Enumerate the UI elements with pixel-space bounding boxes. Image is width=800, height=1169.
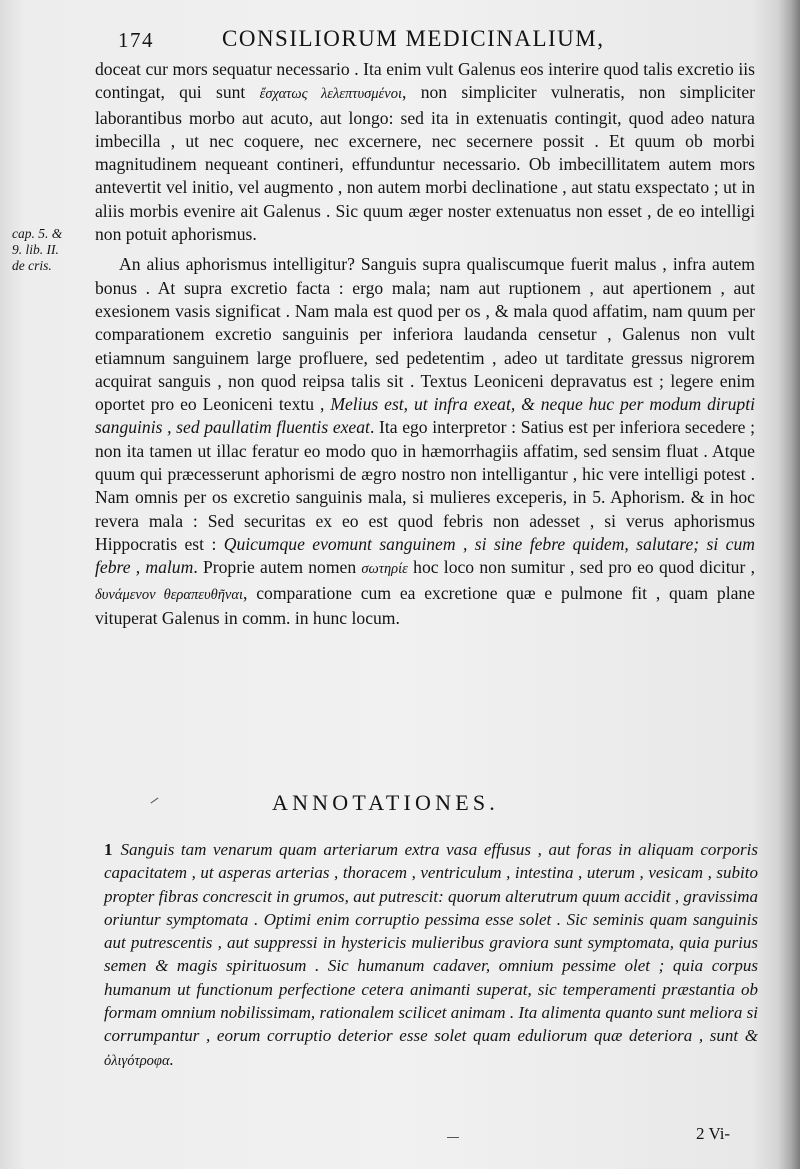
annotation-text [104, 840, 758, 1069]
page-edge-shadow [778, 0, 800, 1169]
catchword: 2 Vi- [696, 1124, 731, 1143]
text-run: doceat cur mors sequatur necessario . Ita enim vult Galenus eos interire quod talis excretio iis contingat, qui sunt [95, 59, 755, 103]
text-run: An alius aphorismus intelligitur? Sanguis supra qualiscumque fuerit malus , infra autem bonus . At supra excretio facta : ergo mala; nam aut ruptionem , aut apertionem , aut exesionem vasis significat . Nam mala est quod per os , & mala quod affatim, nam quum per comparationem excretio sanguinis per inferiora laudanda censetur , Galenus non vult etiamnum sanguinem large profluere, sed pedetentim , adeo ut tarditate gressus nigrorem acquirat sanguis , non quod reipsa talis sit . Textus Leoniceni depravatus est ; legere enim oportet pro eo Leoniceni textu , [95, 254, 755, 415]
margin-note [12, 226, 90, 274]
text-run: hoc loco non sumitur , sed pro eo quod dicitur , [407, 557, 755, 578]
text-run: . [169, 1049, 174, 1069]
running-head [118, 26, 678, 60]
italic-quotation: Quicumque evomunt sanguinem , si sine febre quidem, salutare; si cum febre , malum [95, 533, 755, 578]
greek-term: δυνάμενον θεραπευθῆναι [95, 586, 244, 603]
paragraph-aphorism [95, 253, 755, 630]
margin-note-line: cap. 5. & [12, 226, 63, 241]
page-number: 174 [118, 28, 154, 52]
ink-mark [447, 1137, 459, 1138]
greek-term: σωτηρίε [361, 561, 408, 578]
text-run: . Ita ego interpretor : Satius est per inferiora secedere ; non ita tamen ut illac feratur eo modo quo in hæmorrhagiis affatim, sed sensim fluat . Atque quum qui præcesserunt aphorismi de ægro nostro non intelligantur , hic vere intelligi potest . Nam omnis per os excretio sanguinis mala, si mulieres exceperis, in 5. Aphorism. & in hoc revera mala : Sed securitas ex eo est quod febris non adesset , si verus aphorismus Hippocratis est : [95, 417, 755, 554]
running-title: CONSILIORUM MEDICINALIUM, [222, 26, 605, 51]
annotation-1 [104, 838, 758, 1073]
margin-note-line: de cris. [12, 258, 52, 273]
text-run: Sanguis tam venarum quam arteriarum extra vasa effusus , aut foras in aliquam corporis capacitatem , ut asperas arterias , thoracem , ventriculum , intestina , uterum , vesicam , subito propter fibras concrescit in grumos, aut putrescit: quorum alterutrum quum accidit , gravissima oriuntur symptomata . Optimi enim corruptio pessima esse solet . Sic seminis quam sanguinis aut putrescentis , aut suppressi in hystericis mulieribus graviora sunt symptomata, quia purius semen & magis spirituosum . Sic humanum cadaver, omnium pessime olet ; quia corpus humanum ut functionum perfectione cetera animanti superat, sic temperamenti præstantia ob formam omnium nobilissimam, rationalem scilicet animam . Ita alimenta quanto sunt meliora si corrumpantur , eorum corruptio deterior esse solet quam eduliorum quæ deteriora , sunt & [104, 840, 758, 1046]
text-run: . Proprie autem nomen [193, 557, 362, 578]
greek-term: ὀλιγότροφα [104, 1052, 170, 1069]
annotations-heading: ANNOTATIONES. [272, 790, 499, 815]
text-run: , comparatione cum ea excretione quæ e pulmone fit , quam plane vituperat Galenus in comm. in hunc locum. [95, 582, 755, 628]
main-text [95, 58, 755, 630]
ink-mark [151, 798, 159, 804]
italic-quotation: Melius est, ut infra exeat, & neque huc per modum dirupti sanguinis , sed paullatim fluentis exeat [95, 394, 755, 438]
paragraph-continuation [95, 58, 755, 246]
margin-note-line: 9. lib. II. [12, 242, 59, 257]
greek-term: ἔσχατως λελεπτυσμένοι [259, 86, 402, 103]
text-run: , non simpliciter vulneratis, non simpliciter laborantibus morbo aut acuto, aut longo: sed ita in extenuatis contingit, quod adeo natura imbecilla , ut nec coquere, nec excernere, nec secernere possit . Et quum ob morbi magnitudinem nequeant contineri, effunduntur necessario. Ob imbecillitatem autem mors antevertit vel initio, vel augmento , non autem morbi declinatione , aut statu exspectato ; ut in aliis morbis evenire ait Galenus . Sic quum æger noster extenuatus non esset , de eo intelligi non potuit aphorismus. [95, 82, 755, 245]
annotation-number: 1 [104, 840, 113, 859]
